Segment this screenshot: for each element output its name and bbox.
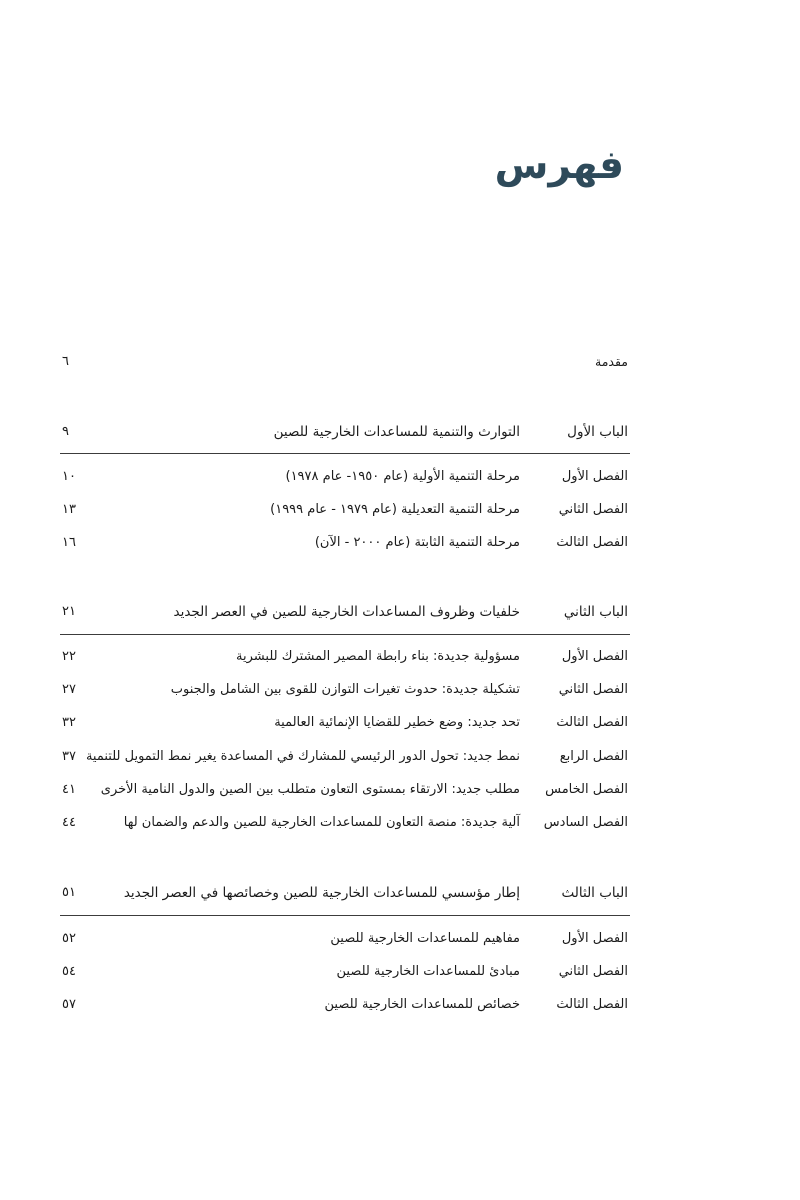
toc-chapter-label: الفصل السادس <box>543 815 628 830</box>
toc-chapter-title: آلية جديدة: منصة التعاون للمساعدات الخارجية للصين والدعم والضمان لها <box>123 815 520 830</box>
toc-part-title: التوارث والتنمية للمساعدات الخارجية للصين <box>273 424 520 440</box>
toc-page-number: ٢٧ <box>62 682 76 697</box>
toc-chapter-title: مرحلة التنمية الأولية (عام ١٩٥٠- عام ١٩٧٨) <box>285 469 520 484</box>
toc-chapter-label: الفصل الثالث <box>556 997 628 1012</box>
toc-chapter-label: الفصل الأول <box>561 649 628 664</box>
toc-page-number: ٣٧ <box>62 749 76 764</box>
section-divider <box>60 915 630 916</box>
toc-page-number: ١٦ <box>62 535 76 550</box>
toc-chapter-label: الفصل الثاني <box>558 964 628 979</box>
toc-chapter-title: نمط جديد: تحول الدور الرئيسي للمشارك في المساعدة يغير نمط التمويل للتنمية <box>85 749 520 764</box>
page-title: فهرس <box>494 143 624 188</box>
toc-page-number: ٤٤ <box>62 815 76 830</box>
toc-chapter-row[interactable] <box>60 677 630 703</box>
toc-chapter-row[interactable] <box>60 810 630 836</box>
toc-page-number: ٥٤ <box>62 964 76 979</box>
toc-part-label: الباب الثالث <box>561 885 628 901</box>
toc-chapter-label: الفصل الثاني <box>558 682 628 697</box>
toc-chapter-row[interactable] <box>60 777 630 803</box>
toc-chapter-row[interactable] <box>60 926 630 952</box>
toc-chapter-row[interactable] <box>60 959 630 985</box>
toc-chapter-title: مرحلة التنمية الثابتة (عام ٢٠٠٠ - الآن) <box>314 535 520 550</box>
toc-chapter-label: الفصل الثالث <box>556 535 628 550</box>
toc-page-number: ٥١ <box>62 885 76 900</box>
toc-chapter-row[interactable] <box>60 744 630 770</box>
toc-chapter-title: تشكيلة جديدة: حدوث تغيرات التوازن للقوى بين الشامل والجنوب <box>170 682 520 697</box>
toc-page-number: ٥٧ <box>62 997 76 1012</box>
toc-chapter-title: خصائص للمساعدات الخارجية للصين <box>324 997 520 1012</box>
toc-chapter-label: الفصل الخامس <box>545 782 628 797</box>
toc-chapter-row[interactable] <box>60 497 630 523</box>
toc-chapter-title: مبادئ للمساعدات الخارجية للصين <box>336 964 520 979</box>
toc-chapter-row[interactable] <box>60 992 630 1018</box>
toc-part-title: خلفيات وظروف المساعدات الخارجية للصين في العصر الجديد <box>173 604 520 620</box>
toc-chapter-title: مفاهيم للمساعدات الخارجية للصين <box>330 931 520 946</box>
toc-page-number: ٥٢ <box>62 931 76 946</box>
toc-part-row[interactable] <box>60 419 630 445</box>
toc-intro-row[interactable] <box>60 349 630 375</box>
toc-chapter-row[interactable] <box>60 530 630 556</box>
section-divider <box>60 453 630 454</box>
toc-part-label: الباب الأول <box>567 424 628 440</box>
toc-part-label: الباب الثاني <box>563 604 628 620</box>
toc-chapter-row[interactable] <box>60 464 630 490</box>
toc-chapter-row[interactable] <box>60 710 630 736</box>
toc-chapter-label: الفصل الرابع <box>559 749 628 764</box>
toc-chapter-title: مسؤولية جديدة: بناء رابطة المصير المشترك للبشرية <box>236 649 520 664</box>
toc-part-row[interactable] <box>60 880 630 906</box>
toc-chapter-title: مطلب جديد: الارتقاء بمستوى التعاون متطلب بين الصين والدول النامية الأخرى <box>100 782 520 797</box>
toc-page-number: ٦ <box>62 354 69 369</box>
toc-page-number: ٣٢ <box>62 715 76 730</box>
toc-page-number: ٢٢ <box>62 649 76 664</box>
toc-intro-label: مقدمة <box>595 354 628 369</box>
toc-page-number: ٤١ <box>62 782 76 797</box>
toc-part-row[interactable] <box>60 599 630 625</box>
toc-chapter-row[interactable] <box>60 644 630 670</box>
toc-chapter-title: تحد جديد: وضع خطير للقضايا الإنمائية العالمية <box>274 715 520 730</box>
toc-chapter-label: الفصل الثاني <box>558 502 628 517</box>
toc-page-number: ١٠ <box>62 469 76 484</box>
toc-chapter-label: الفصل الثالث <box>556 715 628 730</box>
toc-page-number: ٢١ <box>62 604 76 619</box>
section-divider <box>60 634 630 635</box>
toc-chapter-label: الفصل الأول <box>561 469 628 484</box>
toc-chapter-title: مرحلة التنمية التعديلية (عام ١٩٧٩ - عام ١٩٩٩) <box>270 502 520 517</box>
toc-part-title: إطار مؤسسي للمساعدات الخارجية للصين وخصائصها في العصر الجديد <box>123 885 520 901</box>
toc-page-number: ١٣ <box>62 502 76 517</box>
toc-chapter-label: الفصل الأول <box>561 931 628 946</box>
toc-page-number: ٩ <box>62 424 69 439</box>
